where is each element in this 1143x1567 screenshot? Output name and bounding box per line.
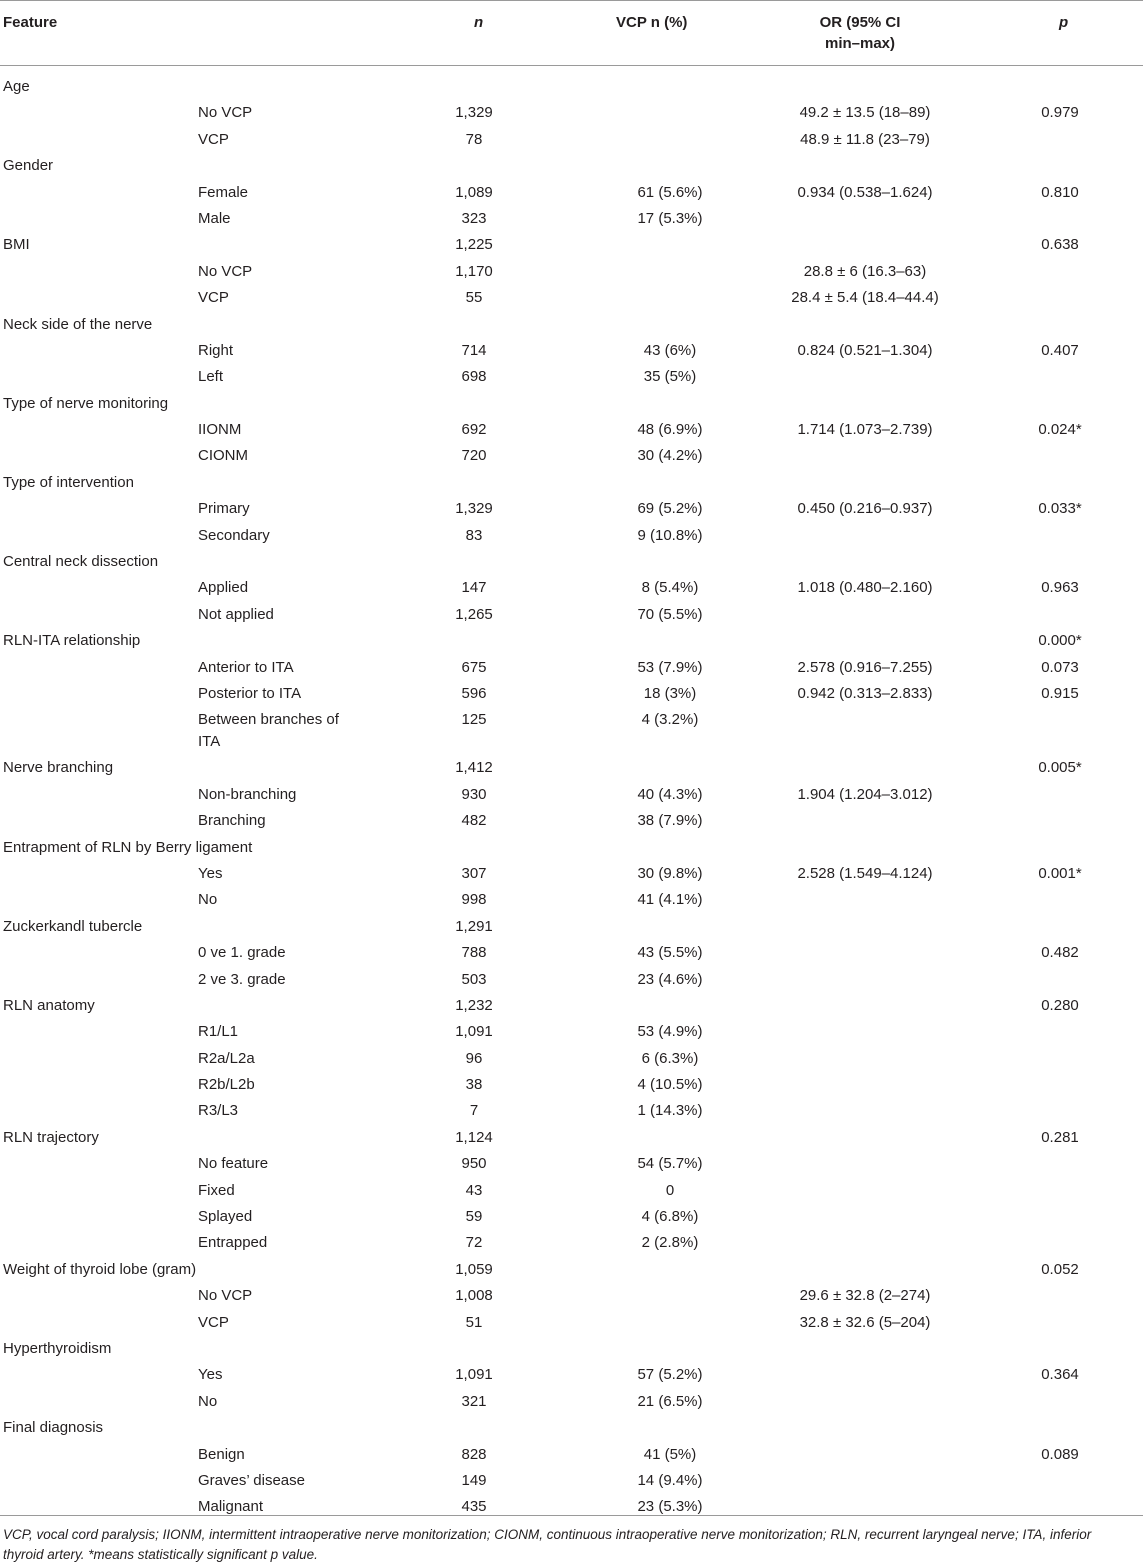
row-n: 72 xyxy=(465,1234,483,1252)
row-or: 28.8 ± 6 (16.3–63) xyxy=(803,262,927,280)
row-p: 0.482 xyxy=(1041,944,1079,962)
row-subgroup xyxy=(198,153,358,155)
row-n: 149 xyxy=(461,1471,487,1489)
row-feature: Entrapment of RLN by Berry ligament xyxy=(3,838,253,856)
row-p: 0.052 xyxy=(1041,1260,1079,1278)
table-row xyxy=(0,1046,1143,1072)
row-or: 0.942 (0.313–2.833) xyxy=(797,684,933,702)
row-vcp: 43 (5.5%) xyxy=(637,944,703,962)
row-feature: Final diagnosis xyxy=(3,1419,104,1437)
row-subgroup xyxy=(198,755,358,757)
row-subgroup: Secondary xyxy=(198,526,270,544)
header-rule xyxy=(0,65,1143,66)
row-n: 1,329 xyxy=(455,500,493,518)
row-p: 0.024* xyxy=(1038,421,1082,439)
row-or: 0.824 (0.521–1.304) xyxy=(797,341,933,359)
row-subgroup: No feature xyxy=(198,1155,269,1173)
row-p: 0.810 xyxy=(1041,183,1079,201)
row-vcp: 70 (5.5%) xyxy=(637,605,703,623)
row-subgroup: No VCP xyxy=(198,104,253,122)
row-subgroup xyxy=(198,835,358,837)
row-vcp: 4 (6.8%) xyxy=(641,1208,699,1226)
row-subgroup: Branching xyxy=(198,812,266,830)
row-subgroup: No xyxy=(198,1392,218,1410)
row-n: 503 xyxy=(461,970,487,988)
row-n: 59 xyxy=(465,1208,483,1226)
table-row xyxy=(0,914,1143,940)
table-row xyxy=(0,1125,1143,1151)
row-subgroup xyxy=(198,1257,358,1259)
table-row xyxy=(0,338,1143,364)
row-vcp: 6 (6.3%) xyxy=(641,1049,699,1067)
row-p: 0.915 xyxy=(1041,684,1079,702)
row-vcp: 48 (6.9%) xyxy=(637,421,703,439)
row-vcp: 0 xyxy=(665,1181,675,1199)
row-vcp: 43 (6%) xyxy=(643,341,697,359)
row-n: 43 xyxy=(465,1181,483,1199)
table-row xyxy=(0,1019,1143,1045)
table-row xyxy=(0,1415,1143,1441)
header-or-line1: OR (95% CI xyxy=(819,14,901,31)
row-n: 1,232 xyxy=(455,996,493,1014)
row-vcp: 23 (5.3%) xyxy=(637,1498,703,1516)
header-feature: Feature xyxy=(3,14,58,31)
row-vcp: 30 (9.8%) xyxy=(637,864,703,882)
row-n: 482 xyxy=(461,812,487,830)
row-feature: RLN trajectory xyxy=(3,1128,99,1146)
row-subgroup: No VCP xyxy=(198,1287,253,1305)
row-subgroup: IIONM xyxy=(198,421,242,439)
row-vcp: 54 (5.7%) xyxy=(637,1155,703,1173)
table-row xyxy=(0,523,1143,549)
row-subgroup: Graves’ disease xyxy=(198,1471,305,1489)
row-or: 32.8 ± 32.6 (5–204) xyxy=(799,1313,931,1331)
row-n: 55 xyxy=(465,289,483,307)
row-subgroup: Left xyxy=(198,368,224,386)
row-subgroup xyxy=(198,1125,358,1127)
row-n: 38 xyxy=(465,1076,483,1094)
row-or: 2.528 (1.549–4.124) xyxy=(797,864,933,882)
row-subgroup: Fixed xyxy=(198,1181,235,1199)
header-or xyxy=(760,12,960,54)
table-row xyxy=(0,782,1143,808)
table-row xyxy=(0,1204,1143,1230)
row-subgroup: VCP xyxy=(198,130,229,148)
table-row xyxy=(0,1310,1143,1336)
table-row xyxy=(0,1178,1143,1204)
row-or: 49.2 ± 13.5 (18–89) xyxy=(799,104,931,122)
row-feature: Gender xyxy=(3,157,54,175)
table-row xyxy=(0,707,1143,755)
table-row xyxy=(0,391,1143,417)
row-feature: Type of intervention xyxy=(3,473,134,491)
row-subgroup: 0 ve 1. grade xyxy=(198,944,286,962)
row-vcp: 8 (5.4%) xyxy=(641,579,699,597)
table-row xyxy=(0,417,1143,443)
row-subgroup xyxy=(198,1415,358,1417)
row-subgroup: 2 ve 3. grade xyxy=(198,970,286,988)
header-p: p xyxy=(1059,14,1069,31)
row-subgroup xyxy=(198,914,358,916)
row-p: 0.089 xyxy=(1041,1445,1079,1463)
row-p: 0.407 xyxy=(1041,341,1079,359)
table-top-rule xyxy=(0,0,1143,1)
row-subgroup: No xyxy=(198,891,218,909)
row-p: 0.000* xyxy=(1038,632,1082,650)
row-feature: BMI xyxy=(3,236,30,254)
table-row xyxy=(0,967,1143,993)
row-vcp: 30 (4.2%) xyxy=(637,447,703,465)
row-p: 0.963 xyxy=(1041,579,1079,597)
row-p: 0.005* xyxy=(1038,759,1082,777)
row-n: 998 xyxy=(461,891,487,909)
row-subgroup: Applied xyxy=(198,579,249,597)
row-subgroup: Between branches of ITA xyxy=(198,711,339,751)
row-n: 1,225 xyxy=(455,236,493,254)
row-n: 51 xyxy=(465,1313,483,1331)
row-vcp: 18 (3%) xyxy=(643,684,697,702)
row-n: 675 xyxy=(461,658,487,676)
row-n: 828 xyxy=(461,1445,487,1463)
table-row xyxy=(0,887,1143,913)
row-feature: Hyperthyroidism xyxy=(3,1339,112,1357)
table-row xyxy=(0,835,1143,861)
row-subgroup: Yes xyxy=(198,864,223,882)
row-n: 307 xyxy=(461,864,487,882)
row-subgroup: No VCP xyxy=(198,262,253,280)
row-subgroup: Right xyxy=(198,341,234,359)
table-row xyxy=(0,127,1143,153)
row-vcp: 40 (4.3%) xyxy=(637,785,703,803)
row-n: 1,091 xyxy=(455,1023,493,1041)
row-feature: Central neck dissection xyxy=(3,553,159,571)
row-n: 698 xyxy=(461,368,487,386)
row-subgroup xyxy=(198,993,358,995)
row-subgroup: R2b/L2b xyxy=(198,1076,255,1094)
row-n: 323 xyxy=(461,209,487,227)
row-or: 1.904 (1.204–3.012) xyxy=(797,785,933,803)
table-row xyxy=(0,1494,1143,1520)
table-row xyxy=(0,285,1143,311)
row-subgroup: Primary xyxy=(198,500,250,518)
table-row xyxy=(0,232,1143,258)
table-row xyxy=(0,602,1143,628)
row-p: 0.364 xyxy=(1041,1366,1079,1384)
row-p: 0.033* xyxy=(1038,500,1082,518)
row-n: 720 xyxy=(461,447,487,465)
row-vcp: 57 (5.2%) xyxy=(637,1366,703,1384)
row-n: 788 xyxy=(461,944,487,962)
row-feature: Zuckerkandl tubercle xyxy=(3,917,143,935)
row-vcp: 21 (6.5%) xyxy=(637,1392,703,1410)
table-row xyxy=(0,1151,1143,1177)
row-or: 0.450 (0.216–0.937) xyxy=(797,500,933,518)
row-subgroup: Anterior to ITA xyxy=(198,658,294,676)
row-feature: Weight of thyroid lobe (gram) xyxy=(3,1260,197,1278)
row-p: 0.281 xyxy=(1041,1128,1079,1146)
table-row xyxy=(0,259,1143,285)
row-vcp: 4 (10.5%) xyxy=(637,1076,703,1094)
row-subgroup: Female xyxy=(198,183,249,201)
row-vcp: 4 (3.2%) xyxy=(641,711,699,729)
row-or: 2.578 (0.916–7.255) xyxy=(797,658,933,676)
row-or: 0.934 (0.538–1.624) xyxy=(797,183,933,201)
row-n: 7 xyxy=(469,1102,479,1120)
table-row xyxy=(0,153,1143,179)
header-vcp: VCP n (%) xyxy=(616,14,688,31)
table-row xyxy=(0,549,1143,575)
row-n: 147 xyxy=(461,579,487,597)
row-n: 950 xyxy=(461,1155,487,1173)
table-row xyxy=(0,496,1143,522)
row-subgroup: CIONM xyxy=(198,447,248,465)
row-subgroup xyxy=(198,232,358,234)
table-row xyxy=(0,1468,1143,1494)
row-or: 1.714 (1.073–2.739) xyxy=(797,421,933,439)
row-subgroup xyxy=(198,312,358,314)
row-subgroup xyxy=(198,628,358,630)
row-n: 83 xyxy=(465,526,483,544)
table-row xyxy=(0,655,1143,681)
row-p: 0.638 xyxy=(1041,236,1079,254)
row-vcp: 61 (5.6%) xyxy=(637,183,703,201)
row-vcp: 23 (4.6%) xyxy=(637,970,703,988)
row-subgroup: R1/L1 xyxy=(198,1023,239,1041)
row-n: 78 xyxy=(465,130,483,148)
row-subgroup xyxy=(198,74,358,76)
row-n: 714 xyxy=(461,341,487,359)
row-n: 321 xyxy=(461,1392,487,1410)
table-row xyxy=(0,1362,1143,1388)
table-row xyxy=(0,180,1143,206)
row-subgroup: Benign xyxy=(198,1445,245,1463)
row-n: 596 xyxy=(461,684,487,702)
row-or: 1.018 (0.480–2.160) xyxy=(797,579,933,597)
row-p: 0.280 xyxy=(1041,996,1079,1014)
row-n: 1,170 xyxy=(455,262,493,280)
row-subgroup: VCP xyxy=(198,289,229,307)
row-feature: Nerve branching xyxy=(3,759,114,777)
table-row xyxy=(0,364,1143,390)
table-row xyxy=(0,1389,1143,1415)
row-vcp: 41 (5%) xyxy=(643,1445,697,1463)
table-row xyxy=(0,206,1143,232)
row-n: 1,265 xyxy=(455,605,493,623)
table-row xyxy=(0,1336,1143,1362)
row-vcp: 53 (7.9%) xyxy=(637,658,703,676)
table-row xyxy=(0,1098,1143,1124)
table-row xyxy=(0,1072,1143,1098)
row-subgroup: R3/L3 xyxy=(198,1102,239,1120)
row-n: 1,089 xyxy=(455,183,493,201)
row-subgroup: Non-branching xyxy=(198,785,297,803)
table-row xyxy=(0,100,1143,126)
row-n: 1,291 xyxy=(455,917,493,935)
row-subgroup: Entrapped xyxy=(198,1234,268,1252)
row-subgroup: Splayed xyxy=(198,1208,253,1226)
row-p: 0.001* xyxy=(1038,864,1082,882)
table-row xyxy=(0,861,1143,887)
table-row xyxy=(0,1283,1143,1309)
row-subgroup: Not applied xyxy=(198,605,274,623)
table-row xyxy=(0,993,1143,1019)
table-footnote: VCP, vocal cord paralysis; IIONM, intermittent intraoperative nerve monitorization; CIONM, continuous intraoperative nerve monitorization; RLN, recurrent laryngeal nerve; ITA, inferior thyroid artery. *means statistically significant p value. xyxy=(3,1527,1092,1562)
table-row xyxy=(0,808,1143,834)
row-vcp: 53 (4.9%) xyxy=(637,1023,703,1041)
table-row xyxy=(0,443,1143,469)
row-subgroup: Malignant xyxy=(198,1498,264,1516)
row-vcp: 35 (5%) xyxy=(643,368,697,386)
row-or: 48.9 ± 11.8 (23–79) xyxy=(800,130,930,148)
row-n: 692 xyxy=(461,421,487,439)
table-row xyxy=(0,74,1143,100)
row-or: 28.4 ± 5.4 (18.4–44.4) xyxy=(791,289,939,307)
header-or-line2: min–max) xyxy=(824,35,896,52)
row-n: 1,329 xyxy=(455,104,493,122)
row-subgroup: VCP xyxy=(198,1313,229,1331)
table-row xyxy=(0,681,1143,707)
row-n: 1,412 xyxy=(455,759,493,777)
row-n: 125 xyxy=(461,711,487,729)
row-or: 29.6 ± 32.8 (2–274) xyxy=(799,1287,931,1305)
table-row xyxy=(0,1257,1143,1283)
row-n: 96 xyxy=(465,1049,483,1067)
table-row xyxy=(0,755,1143,781)
row-vcp: 38 (7.9%) xyxy=(637,812,703,830)
row-subgroup xyxy=(198,470,358,472)
row-subgroup: Posterior to ITA xyxy=(198,684,302,702)
row-vcp: 69 (5.2%) xyxy=(637,500,703,518)
row-subgroup: R2a/L2a xyxy=(198,1049,255,1067)
row-feature: RLN-ITA relationship xyxy=(3,632,141,650)
row-n: 1,091 xyxy=(455,1366,493,1384)
row-vcp: 2 (2.8%) xyxy=(641,1234,699,1252)
row-feature: Neck side of the nerve xyxy=(3,315,153,333)
row-feature: Type of nerve monitoring xyxy=(3,394,169,412)
row-vcp: 9 (10.8%) xyxy=(637,526,703,544)
row-vcp: 17 (5.3%) xyxy=(637,209,703,227)
row-p: 0.979 xyxy=(1041,104,1079,122)
row-vcp: 1 (14.3%) xyxy=(637,1102,703,1120)
table-bottom-rule xyxy=(0,1515,1143,1516)
row-vcp: 41 (4.1%) xyxy=(637,891,703,909)
row-subgroup: Yes xyxy=(198,1366,223,1384)
row-subgroup xyxy=(198,549,358,551)
table-row xyxy=(0,1230,1143,1256)
row-n: 1,124 xyxy=(455,1128,493,1146)
row-n: 1,059 xyxy=(455,1260,493,1278)
table-row xyxy=(0,575,1143,601)
row-n: 435 xyxy=(461,1498,487,1516)
row-subgroup: Male xyxy=(198,209,231,227)
row-vcp: 14 (9.4%) xyxy=(637,1471,703,1489)
table-row xyxy=(0,1442,1143,1468)
table-row xyxy=(0,470,1143,496)
table-row xyxy=(0,312,1143,338)
row-feature: RLN anatomy xyxy=(3,996,95,1014)
row-subgroup xyxy=(198,391,358,393)
row-subgroup xyxy=(198,1336,358,1338)
table-row xyxy=(0,940,1143,966)
row-p: 0.073 xyxy=(1041,658,1079,676)
table-row xyxy=(0,628,1143,654)
row-n: 1,008 xyxy=(455,1287,493,1305)
table-body xyxy=(0,74,1143,1521)
row-n: 930 xyxy=(461,785,487,803)
row-feature: Age xyxy=(3,78,30,95)
